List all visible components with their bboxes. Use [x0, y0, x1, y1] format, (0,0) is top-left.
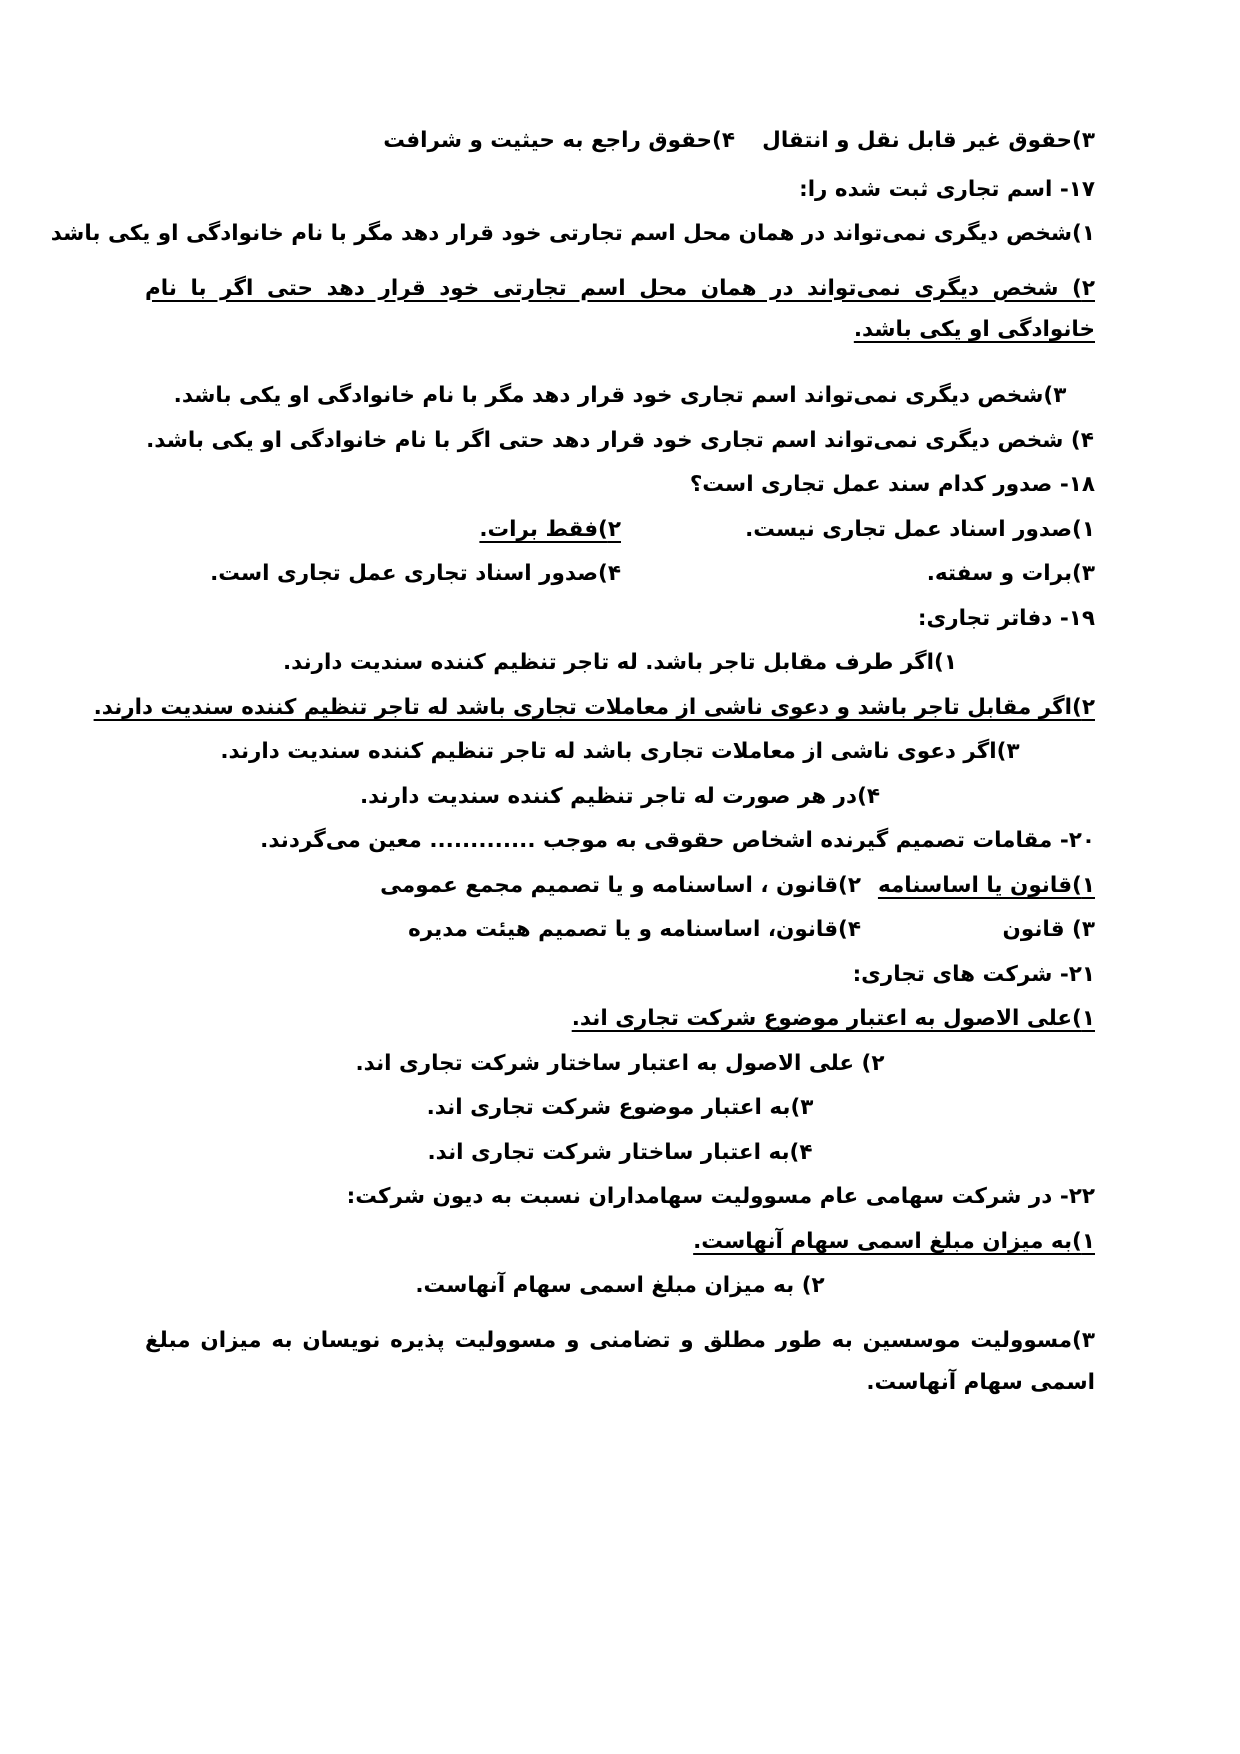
top-options-row — [145, 130, 1095, 152]
question-19-option-1: ۱)اگر طرف مقابل تاجر باشد. له تاجر تنظیم کننده سندیت دارند. — [283, 650, 957, 676]
question-21-option-3: ۳)به اعتبار موضوع شرکت تجاری اند. — [426, 1095, 814, 1121]
document-body — [50, 128, 1095, 1404]
question-20-option-1: ۱)قانون یا اساسنامه — [877, 872, 1095, 898]
question-22-option-2: ۲) به میزان مبلغ اسمی سهام آنهاست. — [415, 1273, 825, 1299]
question-20-option-2: ۲)قانون ، اساسنامه و یا تصمیم مجمع عمومی — [380, 872, 861, 898]
question-18-option-1: ۱)صدور اسناد عمل تجاری نیست. — [745, 516, 1095, 542]
question-21-stem: ۲۱- شرکت های تجاری: — [852, 961, 1095, 987]
top-option-3: ۳)حقوق غیر قابل نقل و انتقال — [762, 128, 1095, 153]
top-option-4: ۴)حقوق راجع به حیثیت و شرافت — [383, 128, 735, 153]
question-18-option-2: ۲)فقط برات. — [479, 516, 621, 542]
question-17-option-2: ۲) شخص دیگری نمی‌تواند در همان محل اسم تجارتی خود قرار دهد حتی اگر با نام خانوادگی او یکی باشد. — [145, 275, 1095, 343]
question-20-options-row-2 — [145, 919, 1095, 941]
question-18-option-4: ۴)صدور اسناد تجاری عمل تجاری است. — [210, 561, 621, 587]
question-20-options-row-1 — [145, 872, 1095, 898]
question-20-stem: ۲۰- مقامات تصمیم گیرنده اشخاص حقوقی به موجب ............. معین می‌گردند. — [260, 828, 1095, 854]
question-22-option-1: ۱)به میزان مبلغ اسمی سهام آنهاست. — [693, 1228, 1095, 1254]
question-17-stem: ۱۷- اسم تجاری ثبت شده را: — [799, 176, 1095, 202]
question-19-option-4: ۴)در هر صورت له تاجر تنظیم کننده سندیت دارند. — [359, 783, 881, 809]
question-18-option-3: ۳)برات و سفته. — [926, 561, 1095, 587]
question-22-stem: ۲۲- در شرکت سهامی عام مسوولیت سهامداران نسبت به دیون شرکت: — [346, 1184, 1095, 1210]
question-17-option-3: ۳)شخص دیگری نمی‌تواند اسم تجاری خود قرار دهد مگر با نام خانوادگی او یکی باشد. — [173, 383, 1067, 409]
question-21-option-2: ۲) علی الاصول به اعتبار ساختار شرکت تجاری اند. — [355, 1050, 885, 1076]
question-21-option-1: ۱)علی الاصول به اعتبار موضوع شرکت تجاری اند. — [571, 1006, 1095, 1032]
question-18-stem: ۱۸- صدور کدام سند عمل تجاری است؟ — [689, 472, 1095, 498]
question-17-option-1: ۱)شخص دیگری نمی‌تواند در همان محل اسم تجارتی خود قرار دهد مگر با نام خانوادگی او یکی باشد — [50, 221, 1095, 246]
question-18-options-row-2 — [145, 563, 1095, 585]
question-18-options-row-1 — [145, 516, 1095, 542]
question-19-option-3: ۳)اگر دعوی ناشی از معاملات تجاری باشد له تاجر تنظیم کننده سندیت دارند. — [220, 739, 1020, 765]
question-21-option-4: ۴)به اعتبار ساختار شرکت تجاری اند. — [427, 1139, 813, 1165]
question-20-option-4: ۴)قانون، اساسنامه و یا تصمیم هیئت مدیره — [408, 917, 861, 943]
question-17-option-4: ۴) شخص دیگری نمی‌تواند اسم تجاری خود قرار دهد حتی اگر با نام خانوادگی او یکی باشد. — [146, 427, 1094, 453]
question-22-option-3: ۳)مسوولیت موسسین به طور مطلق و تضامنی و مسوولیت پذیره نویسان به میزان مبلغ اسمی سهام آنهاست. — [145, 1327, 1095, 1395]
question-20-option-3: ۳) قانون — [1002, 917, 1095, 943]
question-19-stem: ۱۹- دفاتر تجاری: — [917, 605, 1095, 631]
question-19-option-2: ۲)اگر مقابل تاجر باشد و دعوی ناشی از معاملات تجاری باشد له تاجر تنظیم کننده سندیت دارند. — [93, 694, 1095, 720]
